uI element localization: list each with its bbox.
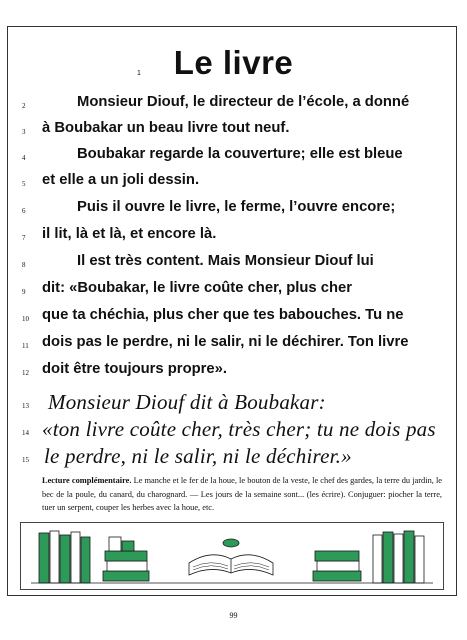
line-text: il lit, là et là, et encore là. <box>42 226 217 242</box>
line-text: Puis il ouvre le livre, le ferme, l’ouvre encore; <box>77 199 396 215</box>
page-number: 99 <box>229 611 238 620</box>
line-text: Monsieur Diouf, le directeur de l’école, a donné <box>77 94 410 110</box>
book-spine-icon <box>415 536 424 583</box>
book-stack-icon <box>315 551 359 561</box>
text-line <box>0 334 467 358</box>
text-line <box>0 361 467 385</box>
lecture-complementaire <box>42 474 442 515</box>
book-spine-icon <box>50 531 59 583</box>
line-number: 6 <box>22 207 26 215</box>
book-spine-icon <box>404 531 414 583</box>
text-line <box>0 307 467 331</box>
text-line <box>0 280 467 304</box>
line-number: 8 <box>22 261 26 269</box>
line-text: et elle a un joli dessin. <box>42 172 200 188</box>
line-text: à Boubakar un beau livre tout neuf. <box>42 120 290 136</box>
line-number: 3 <box>22 128 26 136</box>
page-title: Le livre <box>173 44 294 81</box>
line-number: 5 <box>22 180 26 188</box>
line-number: 9 <box>22 288 26 296</box>
text-line <box>0 199 467 223</box>
line-number: 2 <box>22 102 26 110</box>
book-spine-icon <box>71 532 80 583</box>
book-spine-icon <box>383 532 393 583</box>
book-spine-icon <box>122 541 134 551</box>
line-text: doit être toujours propre». <box>42 361 227 377</box>
cursive-text: Monsieur Diouf dit à Boubakar: <box>48 390 326 414</box>
book-spine-icon <box>109 537 121 551</box>
book-stack-icon <box>107 561 147 571</box>
text-line <box>0 172 467 196</box>
cursive-line <box>0 444 467 472</box>
book-stack-icon <box>103 571 149 581</box>
book-spine-icon <box>81 537 90 583</box>
text-line <box>0 146 467 170</box>
books-illustration <box>20 522 444 590</box>
text-line <box>0 94 467 118</box>
cursive-text: «ton livre coûte cher, très cher; tu ne dois pas <box>42 417 436 441</box>
line-number: 7 <box>22 234 26 242</box>
text-line <box>0 120 467 144</box>
books-drawing <box>21 523 443 589</box>
book-spine-icon <box>373 535 382 583</box>
lecture-label: Lecture complémentaire. <box>42 476 132 485</box>
cursive-line <box>0 390 467 418</box>
lecture-text: Le manche et le fer de la houe, le bouton de la veste, le chef des gardes, la terre du jardin, le bec de la poule, du canard, du charognard. — Les jours de la semaine sont... (les écrire). Conjuguer: piocher la terre, tuer un serpent, couper les herbes avec la houe, etc. <box>42 476 443 512</box>
line-number: 4 <box>22 154 26 162</box>
book-stack-icon <box>105 551 147 561</box>
cursive-text: le perdre, ni le salir, ni le déchirer.» <box>44 444 352 468</box>
book-spine-icon <box>60 535 70 583</box>
book-spine-icon <box>39 533 49 583</box>
line-number: 14 <box>22 429 29 437</box>
line-text: dit: «Boubakar, le livre coûte cher, plus cher <box>42 280 353 296</box>
line-text: Il est très content. Mais Monsieur Diouf lui <box>77 253 374 269</box>
text-line <box>0 226 467 250</box>
line-text: dois pas le perdre, ni le salir, ni le déchirer. Ton livre <box>42 334 409 350</box>
title-line-number: 1 <box>137 70 141 77</box>
book-stack-icon <box>313 571 361 581</box>
book-stack-icon <box>317 561 359 571</box>
line-number: 12 <box>22 369 29 377</box>
line-text: Boubakar regarde la couverture; elle est bleue <box>77 146 403 162</box>
inkpot-icon <box>223 539 239 547</box>
line-text: que ta chéchia, plus cher que tes babouches. Tu ne <box>42 307 404 323</box>
book-spine-icon <box>394 534 403 583</box>
line-number: 11 <box>22 342 29 350</box>
line-number: 13 <box>22 402 29 410</box>
line-number: 15 <box>22 456 29 464</box>
cursive-line <box>0 417 467 445</box>
text-line <box>0 253 467 277</box>
line-number: 10 <box>22 315 29 323</box>
